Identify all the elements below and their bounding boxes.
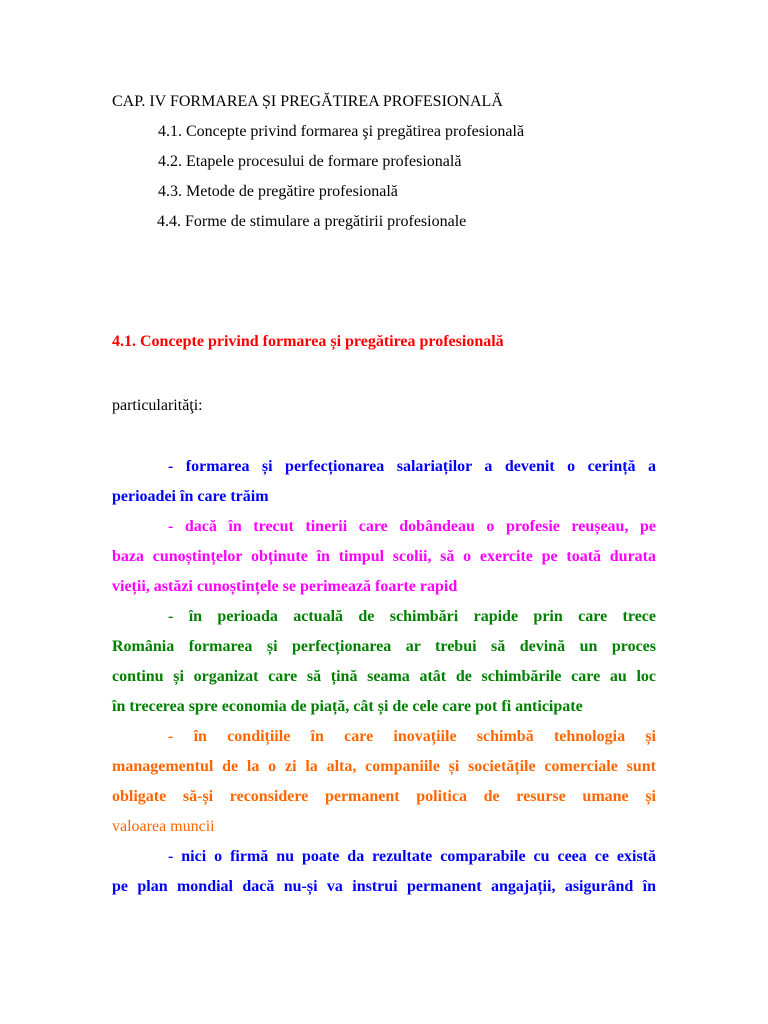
toc-item-4-2: 4.2. Etapele procesului de formare profesională: [158, 153, 462, 170]
paragraph-line: pe plan mondial dacă nu-și va instrui permanent angajații, asigurând în: [112, 878, 656, 895]
bullet-list: [112, 452, 656, 902]
toc-item-4-4: 4.4. Forme de stimulare a pregătirii profesionale: [157, 213, 467, 230]
paragraph-line: - nici o firmă nu poate da rezultate comparabile cu ceea ce există: [168, 848, 656, 865]
paragraph-line: continu și organizat care să țină seama atât de schimbările care au loc: [112, 668, 656, 685]
paragraph-line: - în condițiile în care inovațiile schimbă tehnologia și: [168, 728, 656, 745]
section-heading: 4.1. Concepte privind formarea și pregătirea profesională: [112, 333, 504, 350]
bullet-paragraph: [112, 512, 656, 602]
paragraph-line: în trecerea spre economia de piață, cât și de cele care pot fi anticipate: [112, 698, 583, 715]
bullet-paragraph: [112, 602, 656, 722]
toc-item-4-3: 4.3. Metode de pregătire profesională: [158, 183, 398, 200]
paragraph-line: România formarea și perfecționarea ar trebui să devină un proces: [112, 638, 656, 655]
bullet-paragraph: [112, 842, 656, 902]
particularities-label: particularităţi:: [112, 397, 203, 414]
bullet-paragraph: [112, 452, 656, 512]
chapter-title: CAP. IV FORMAREA ȘI PREGĂTIREA PROFESIONALĂ: [112, 93, 503, 110]
paragraph-line: - formarea și perfecționarea salariaților a devenit o cerință a: [168, 458, 656, 475]
toc-item-4-1: 4.1. Concepte privind formarea şi pregătirea profesională: [158, 123, 525, 140]
paragraph-line: - în perioada actuală de schimbări rapide prin care trece: [168, 608, 656, 625]
paragraph-line: - dacă în trecut tinerii care dobândeau o profesie reușeau, pe: [168, 518, 656, 535]
bullet-paragraph: [112, 722, 656, 842]
paragraph-line: perioadei în care trăim: [112, 488, 269, 505]
paragraph-line: obligate să-și reconsidere permanent politica de resurse umane și: [112, 788, 656, 805]
paragraph-line: baza cunoștințelor obținute în timpul scolii, să o exercite pe toată durata: [112, 548, 656, 565]
paragraph-line: valoarea muncii: [112, 818, 215, 835]
paragraph-line: vieții, astăzi cunoștințele se perimează foarte rapid: [112, 578, 458, 595]
paragraph-line: managementul de la o zi la alta, companiile și societățile comerciale sunt: [112, 758, 656, 775]
